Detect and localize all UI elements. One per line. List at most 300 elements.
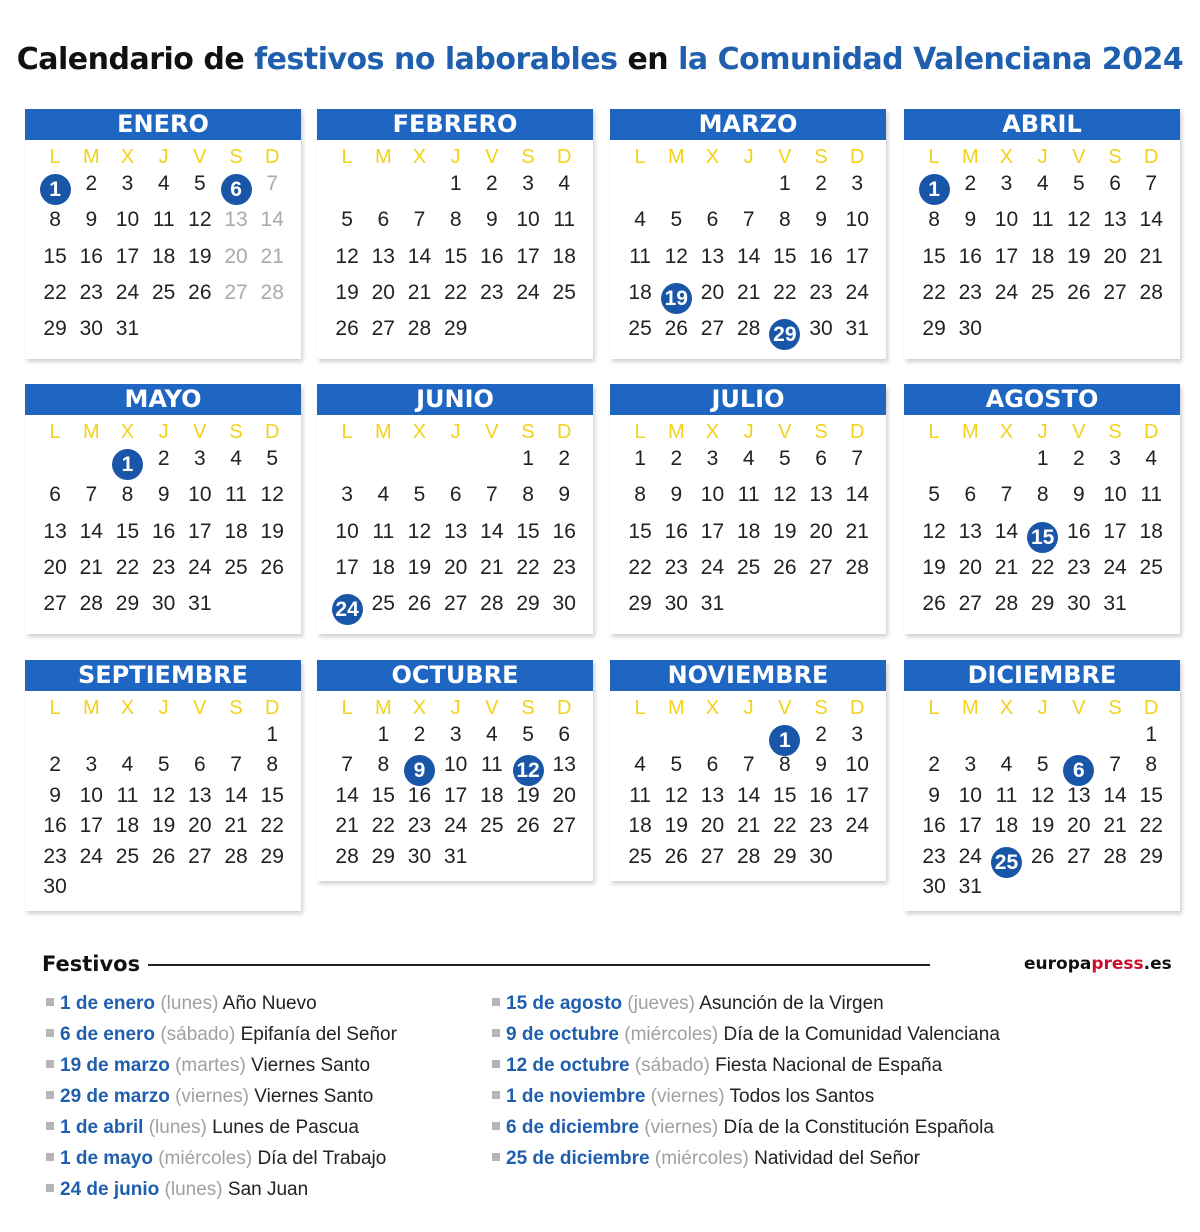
- holiday-day: 1: [109, 447, 145, 483]
- day-cell: 23: [809, 280, 833, 304]
- holiday-day: 1: [767, 723, 803, 753]
- holiday-date: 29 de marzo: [60, 1086, 170, 1107]
- holiday-weekday: (martes): [169, 1055, 252, 1076]
- day-grid: [610, 415, 886, 634]
- empty-cell: [329, 723, 365, 753]
- day-cell: 7: [851, 447, 864, 470]
- day-cell: 31: [958, 874, 982, 898]
- empty-cell: [37, 447, 73, 483]
- day-cell: 28: [224, 844, 248, 868]
- day-cell: 28: [736, 844, 761, 868]
- month-agosto: [904, 384, 1180, 634]
- holiday-day: 1: [916, 172, 952, 208]
- day-cell: 23: [958, 280, 982, 304]
- day-cell: 6: [706, 208, 719, 232]
- day-cell: 11: [116, 783, 139, 807]
- day-cell: 14: [407, 244, 432, 268]
- day-cell: 3: [851, 172, 864, 195]
- day-cell: 13: [700, 783, 725, 807]
- day-cell: 25: [552, 280, 576, 304]
- day-cell: 19: [260, 519, 284, 543]
- day-cell: 2: [1073, 447, 1085, 470]
- day-cell: 22: [1030, 555, 1055, 579]
- day-grid: [904, 140, 1180, 359]
- day-cell: 18: [480, 783, 504, 807]
- weekday-label: M: [961, 146, 979, 168]
- day-cell: 3: [522, 172, 534, 195]
- day-cell: 7: [230, 753, 242, 777]
- weekday-label: D: [264, 146, 280, 168]
- day-cell: 17: [443, 783, 468, 807]
- holiday-date: 1 de mayo: [60, 1148, 153, 1169]
- bullet-icon: [492, 998, 500, 1006]
- holiday-weekday: (sábado): [629, 1055, 716, 1076]
- holiday-name: Viernes Santo: [254, 1086, 374, 1107]
- day-cell: 11: [737, 483, 760, 507]
- day-cell: 18: [151, 244, 176, 268]
- empty-cell: [694, 723, 730, 753]
- holiday-name: Epifanía del Señor: [240, 1024, 397, 1045]
- bullet-icon: [492, 1153, 500, 1161]
- day-cell: 5: [522, 723, 534, 746]
- weekday-label: L: [341, 421, 353, 443]
- day-cell: 31: [443, 844, 468, 868]
- weekday-label: S: [521, 421, 535, 443]
- day-cell: 4: [486, 723, 498, 746]
- empty-cell: [401, 447, 437, 483]
- weekday-label: L: [49, 697, 61, 719]
- day-cell: 26: [151, 844, 176, 868]
- day-cell: 14: [224, 783, 248, 807]
- weekday-label: D: [556, 146, 572, 168]
- day-cell: 6: [1109, 172, 1121, 195]
- holiday-weekday: (jueves): [622, 993, 700, 1014]
- day-cell: 27: [958, 592, 982, 616]
- day-cell: 15: [260, 783, 284, 807]
- holiday-name: Lunes de Pascua: [212, 1117, 359, 1138]
- day-cell: 18: [1139, 519, 1163, 543]
- day-cell: 30: [43, 874, 67, 898]
- day-cell: 29: [260, 844, 284, 868]
- holiday-date: 19 de marzo: [60, 1055, 170, 1076]
- day-cell: 26: [1067, 280, 1091, 304]
- day-cell: 3: [851, 723, 864, 746]
- weekday-label: X: [999, 146, 1014, 168]
- weekday-label: M: [374, 421, 392, 443]
- day-cell: 14: [1139, 208, 1163, 232]
- day-cell: 5: [1036, 753, 1049, 777]
- day-cell: 22: [628, 555, 652, 579]
- day-cell: 21: [845, 519, 869, 543]
- day-cell: 21: [335, 814, 359, 838]
- brand-part-2: press: [1091, 954, 1144, 974]
- day-grid: [317, 691, 593, 881]
- weekday-label: V: [778, 421, 792, 443]
- day-cell: 19: [773, 519, 797, 543]
- day-cell: 11: [1140, 483, 1163, 507]
- empty-cell: [474, 447, 510, 483]
- weekday-label: J: [450, 146, 461, 168]
- day-cell: 7: [1000, 483, 1013, 507]
- holiday-entry: [492, 1024, 1000, 1055]
- day-cell: 26: [664, 844, 688, 868]
- day-cell: 29: [115, 592, 140, 616]
- day-cell: 22: [371, 814, 395, 838]
- day-grid: [317, 415, 593, 634]
- day-cell: 28: [1139, 280, 1163, 304]
- day-cell: 14: [1103, 783, 1127, 807]
- day-cell: 29: [43, 317, 67, 341]
- holiday-entry: [46, 1086, 397, 1117]
- weekday-label: S: [521, 697, 535, 719]
- day-cell: 13: [1103, 208, 1127, 232]
- weekday-label: X: [120, 697, 135, 719]
- day-cell: 14: [994, 519, 1019, 543]
- weekday-label: S: [229, 146, 243, 168]
- empty-cell: [109, 723, 145, 753]
- day-cell: 27: [371, 317, 395, 341]
- day-cell: 12: [664, 244, 688, 268]
- day-cell: 26: [773, 555, 797, 579]
- empty-cell: [218, 723, 254, 753]
- day-cell: 6: [377, 208, 390, 232]
- weekday-label: X: [412, 421, 427, 443]
- empty-cell: [731, 172, 767, 208]
- day-cell: 30: [552, 592, 576, 616]
- day-cell: 28: [260, 280, 284, 304]
- festivos-heading: Festivos: [42, 952, 141, 976]
- day-cell: 16: [407, 783, 432, 807]
- empty-cell: [73, 723, 109, 753]
- day-cell: 19: [664, 814, 688, 838]
- day-cell: 8: [928, 208, 940, 232]
- day-cell: 22: [115, 555, 140, 579]
- holiday-entry: [46, 1117, 397, 1148]
- day-cell: 24: [115, 280, 140, 304]
- day-cell: 12: [335, 244, 359, 268]
- day-cell: 22: [773, 280, 797, 304]
- day-cell: 9: [964, 208, 977, 232]
- day-cell: 22: [922, 280, 946, 304]
- day-cell: 8: [779, 208, 791, 232]
- empty-cell: [916, 447, 952, 483]
- weekday-label: X: [705, 146, 720, 168]
- empty-cell: [365, 172, 401, 208]
- holiday-entry: [46, 1179, 397, 1210]
- holiday-entry: [492, 1055, 1000, 1086]
- empty-cell: [658, 172, 694, 208]
- holiday-day: 1: [37, 172, 73, 208]
- day-cell: 5: [928, 483, 940, 507]
- day-cell: 25: [151, 280, 176, 304]
- empty-cell: [916, 723, 952, 753]
- holiday-date: 15 de agosto: [506, 993, 623, 1014]
- day-cell: 2: [486, 172, 498, 195]
- month-octubre: [317, 660, 593, 881]
- weekday-label: V: [193, 146, 207, 168]
- day-cell: 27: [443, 592, 468, 616]
- day-cell: 6: [706, 753, 719, 777]
- day-cell: 9: [85, 208, 98, 232]
- day-cell: 25: [1030, 280, 1055, 304]
- day-cell: 3: [194, 447, 206, 470]
- day-cell: 14: [736, 783, 761, 807]
- day-cell: 29: [922, 317, 946, 341]
- weekday-label: M: [961, 697, 979, 719]
- day-cell: 25: [628, 844, 652, 868]
- day-cell: 27: [224, 280, 248, 304]
- empty-cell: [329, 447, 365, 483]
- weekday-label: M: [667, 146, 685, 168]
- day-cell: 15: [773, 783, 797, 807]
- day-cell: 21: [1139, 244, 1163, 268]
- day-cell: 10: [516, 208, 540, 232]
- month-header: AGOSTO: [904, 384, 1180, 415]
- day-cell: 13: [224, 208, 248, 232]
- holiday-entry: [492, 1086, 1000, 1117]
- weekday-label: J: [1037, 146, 1048, 168]
- day-cell: 23: [79, 280, 103, 304]
- day-cell: 28: [845, 555, 869, 579]
- day-cell: 25: [371, 592, 395, 616]
- day-cell: 27: [1067, 844, 1091, 868]
- day-cell: 24: [958, 844, 982, 868]
- day-cell: 28: [335, 844, 359, 868]
- day-cell: 18: [994, 814, 1019, 838]
- day-cell: 7: [85, 483, 98, 507]
- month-junio: [317, 384, 593, 634]
- weekday-label: D: [264, 697, 280, 719]
- day-cell: 28: [736, 317, 761, 341]
- day-cell: 15: [628, 519, 652, 543]
- day-cell: 11: [372, 519, 395, 543]
- day-cell: 14: [260, 208, 284, 232]
- brand-part-3: .es: [1143, 954, 1172, 974]
- day-cell: 29: [443, 317, 468, 341]
- day-cell: 13: [43, 519, 67, 543]
- holiday-name: Todos los Santos: [729, 1086, 875, 1107]
- day-cell: 19: [1067, 244, 1091, 268]
- weekday-label: L: [341, 697, 353, 719]
- holiday-list-right: [492, 993, 1000, 1179]
- day-cell: 1: [779, 172, 791, 195]
- day-cell: 16: [79, 244, 103, 268]
- day-cell: 6: [449, 483, 462, 507]
- holiday-name: Asunción de la Virgen: [699, 993, 884, 1014]
- day-cell: 24: [516, 280, 540, 304]
- day-cell: 23: [809, 814, 833, 838]
- day-cell: 27: [700, 317, 725, 341]
- day-cell: 26: [407, 592, 432, 616]
- day-cell: 25: [1139, 555, 1163, 579]
- day-cell: 13: [552, 753, 576, 777]
- holiday-day: 12: [510, 753, 546, 783]
- brand-part-1: europa: [1024, 954, 1092, 974]
- day-cell: 11: [629, 783, 651, 807]
- day-cell: 15: [371, 783, 395, 807]
- day-cell: 24: [700, 555, 725, 579]
- day-cell: 16: [151, 519, 176, 543]
- day-grid: [25, 140, 301, 359]
- empty-cell: [329, 172, 365, 208]
- day-cell: 17: [115, 244, 140, 268]
- empty-cell: [658, 723, 694, 753]
- day-cell: 23: [43, 844, 67, 868]
- weekday-label: X: [412, 146, 427, 168]
- weekday-label: S: [1108, 697, 1122, 719]
- day-cell: 24: [443, 814, 468, 838]
- holiday-weekday: (viernes): [169, 1086, 255, 1107]
- day-cell: 17: [700, 519, 725, 543]
- day-cell: 25: [736, 555, 761, 579]
- day-cell: 15: [773, 244, 797, 268]
- day-cell: 18: [115, 814, 140, 838]
- day-cell: 2: [815, 723, 827, 746]
- bullet-icon: [46, 998, 54, 1006]
- day-cell: 9: [815, 753, 827, 777]
- month-header: MAYO: [25, 384, 301, 415]
- day-cell: 7: [742, 753, 755, 777]
- month-header: MARZO: [610, 109, 886, 140]
- day-cell: 12: [260, 483, 284, 507]
- day-cell: 4: [157, 172, 170, 195]
- empty-cell: [622, 723, 658, 753]
- day-cell: 10: [700, 483, 725, 507]
- day-cell: 17: [188, 519, 212, 543]
- day-cell: 18: [628, 280, 652, 304]
- day-cell: 30: [1067, 592, 1091, 616]
- weekday-label: L: [341, 146, 353, 168]
- day-cell: 8: [1145, 753, 1158, 777]
- weekday-label: M: [667, 697, 685, 719]
- day-cell: 24: [188, 555, 212, 579]
- day-cell: 3: [964, 753, 977, 777]
- weekday-label: S: [229, 421, 243, 443]
- day-cell: 19: [407, 555, 432, 579]
- weekday-label: V: [778, 697, 792, 719]
- day-cell: 4: [634, 753, 646, 777]
- day-cell: 25: [480, 814, 504, 838]
- day-cell: 3: [449, 723, 462, 746]
- day-cell: 24: [79, 844, 103, 868]
- holiday-date: 9 de octubre: [506, 1024, 619, 1045]
- day-cell: 23: [407, 814, 432, 838]
- day-cell: 11: [553, 208, 576, 232]
- day-cell: 28: [407, 317, 432, 341]
- brand-logo[interactable]: [1024, 954, 1172, 974]
- day-cell: 13: [188, 783, 212, 807]
- holiday-entry: [492, 993, 1000, 1024]
- day-cell: 21: [224, 814, 248, 838]
- day-cell: 17: [516, 244, 540, 268]
- weekday-label: V: [778, 146, 792, 168]
- day-grid: [610, 140, 886, 359]
- day-cell: 2: [85, 172, 98, 195]
- holiday-entry: [46, 1055, 397, 1086]
- empty-cell: [731, 723, 767, 753]
- day-cell: 22: [260, 814, 284, 838]
- holiday-weekday: (viernes): [639, 1117, 724, 1138]
- day-cell: 13: [958, 519, 982, 543]
- holiday-name: Día de la Comunidad Valenciana: [723, 1024, 1000, 1045]
- empty-cell: [182, 723, 218, 753]
- page-title: [0, 42, 1200, 77]
- weekday-label: L: [634, 421, 646, 443]
- day-cell: 21: [994, 555, 1019, 579]
- day-cell: 10: [1103, 483, 1127, 507]
- weekday-label: V: [1072, 697, 1086, 719]
- day-cell: 18: [552, 244, 576, 268]
- day-grid: [25, 691, 301, 911]
- day-cell: 26: [335, 317, 359, 341]
- day-cell: 3: [1000, 172, 1013, 195]
- holiday-day: 19: [658, 281, 694, 317]
- day-cell: 4: [1036, 172, 1049, 195]
- day-cell: 2: [964, 172, 977, 195]
- month-abril: [904, 109, 1180, 359]
- day-cell: 5: [194, 172, 206, 195]
- weekday-label: S: [521, 146, 535, 168]
- holiday-name: Viernes Santo: [251, 1055, 371, 1076]
- day-cell: 9: [670, 483, 683, 507]
- holiday-weekday: (lunes): [159, 1179, 228, 1200]
- day-cell: 12: [664, 783, 688, 807]
- day-cell: 3: [1109, 447, 1121, 470]
- day-grid: [904, 691, 1180, 911]
- day-cell: 19: [516, 783, 540, 807]
- holiday-entry: [492, 1148, 1000, 1179]
- day-cell: 16: [809, 783, 833, 807]
- day-cell: 9: [157, 483, 170, 507]
- day-cell: 16: [480, 244, 504, 268]
- day-cell: 16: [664, 519, 688, 543]
- day-grid: [610, 691, 886, 881]
- month-header: DICIEMBRE: [904, 660, 1180, 691]
- day-cell: 12: [188, 208, 212, 232]
- bullet-icon: [492, 1029, 500, 1037]
- weekday-label: J: [1037, 421, 1048, 443]
- day-cell: 11: [225, 483, 247, 507]
- day-cell: 9: [1073, 483, 1085, 507]
- day-cell: 21: [736, 280, 761, 304]
- day-cell: 30: [664, 592, 688, 616]
- holiday-date: 1 de abril: [60, 1117, 144, 1138]
- weekday-label: M: [82, 421, 100, 443]
- day-cell: 24: [845, 280, 869, 304]
- day-cell: 14: [480, 519, 504, 543]
- day-cell: 5: [413, 483, 426, 507]
- day-cell: 30: [809, 317, 833, 341]
- weekday-label: V: [485, 421, 499, 443]
- empty-cell: [952, 447, 988, 483]
- day-cell: 31: [700, 592, 725, 616]
- empty-cell: [1097, 723, 1133, 753]
- day-cell: 27: [700, 844, 725, 868]
- day-cell: 20: [43, 555, 67, 579]
- day-cell: 16: [922, 814, 946, 838]
- month-enero: [25, 109, 301, 359]
- day-cell: 17: [79, 814, 103, 838]
- empty-cell: [37, 723, 73, 753]
- day-cell: 22: [43, 280, 67, 304]
- title-part-4: la Comunidad Valenciana 2024: [678, 42, 1184, 77]
- day-cell: 5: [266, 447, 279, 470]
- day-cell: 20: [700, 814, 725, 838]
- day-cell: 27: [809, 555, 833, 579]
- month-header: SEPTIEMBRE: [25, 660, 301, 691]
- weekday-label: D: [1143, 697, 1159, 719]
- holiday-weekday: (miércoles): [618, 1024, 724, 1045]
